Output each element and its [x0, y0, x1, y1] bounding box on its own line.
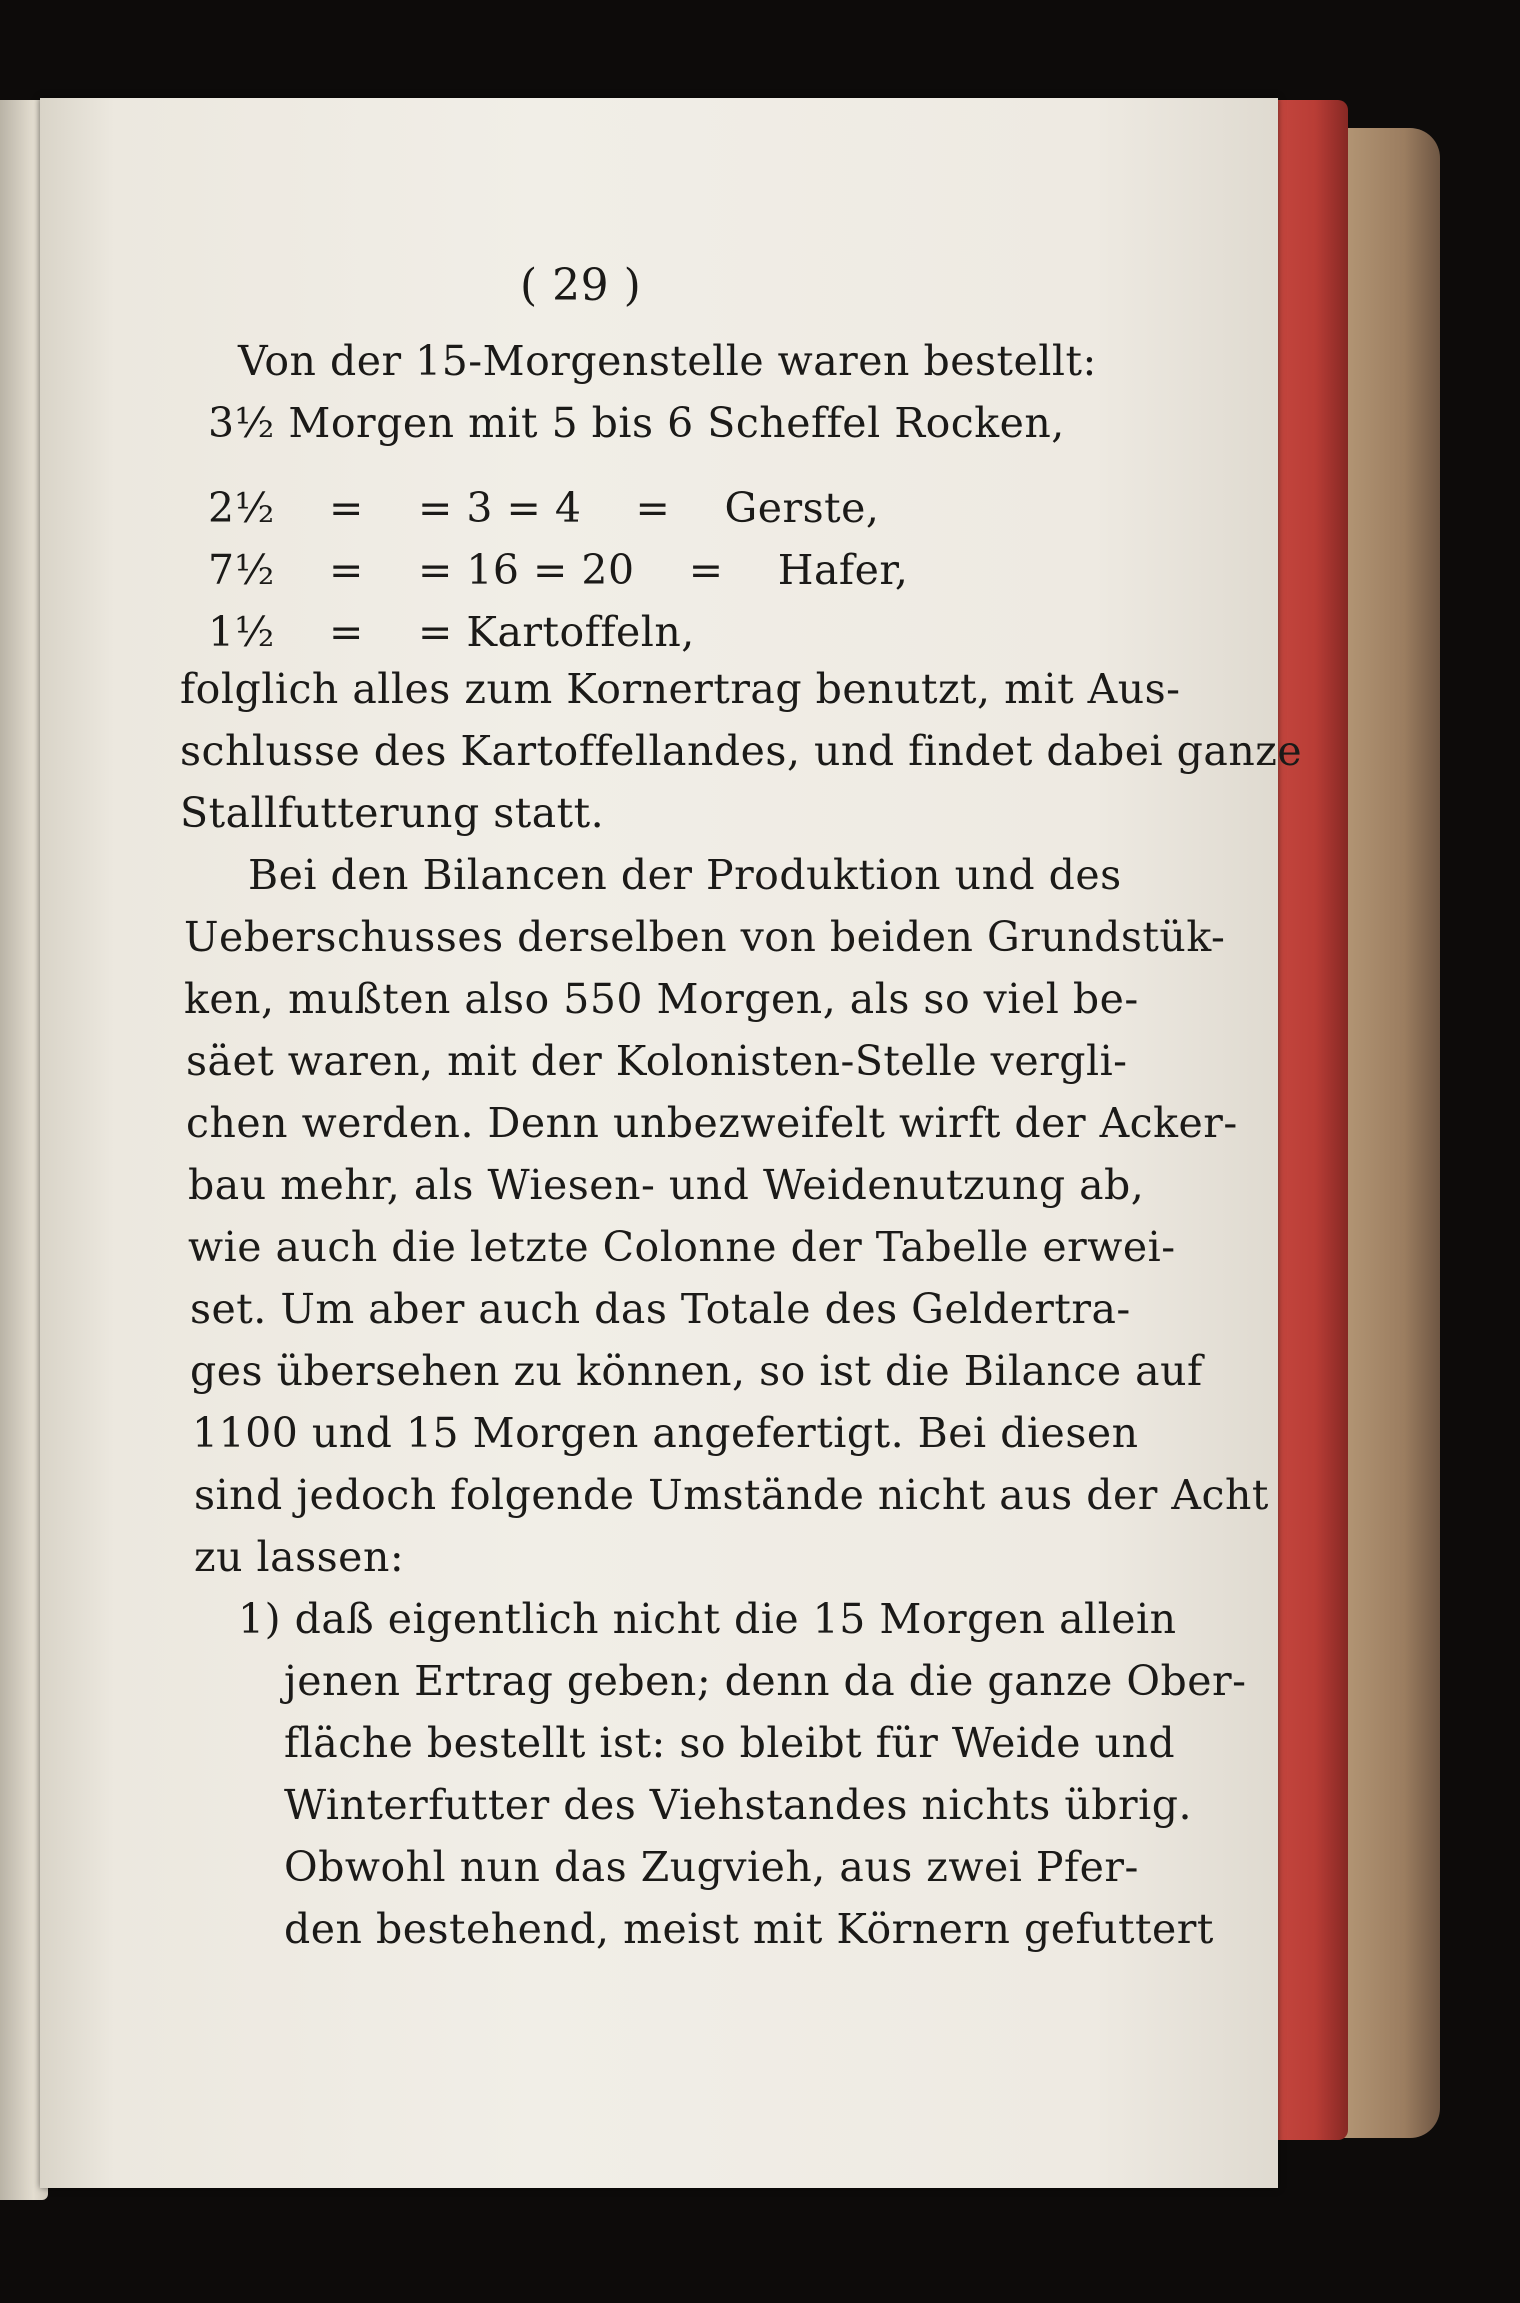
text-line: den bestehend, meist mit Körnern gefuttert — [284, 1905, 1214, 1953]
text-line: ges übersehen zu können, so ist die Bilance auf — [190, 1347, 1203, 1395]
text-line: jenen Ertrag geben; denn da die ganze Ober- — [284, 1657, 1247, 1705]
text-line: säet waren, mit der Kolonisten-Stelle vergli- — [186, 1037, 1128, 1085]
text-line: 7½ = = 16 = 20 = Hafer, — [208, 546, 909, 594]
text-line: folglich alles zum Kornertrag benutzt, mit Aus- — [180, 665, 1181, 713]
page-number: ( 29 ) — [520, 260, 642, 311]
text-line: fläche bestellt ist: so bleibt für Weide und — [284, 1719, 1176, 1767]
text-line: schlusse des Kartoffellandes, und findet dabei ganze — [180, 727, 1303, 775]
text-line: wie auch die letzte Colonne der Tabelle erwei- — [188, 1223, 1176, 1271]
text-line: Bei den Bilancen der Produktion und des — [248, 851, 1122, 899]
text-line: 1) daß eigentlich nicht die 15 Morgen allein — [238, 1595, 1177, 1643]
text-line: Winterfutter des Viehstandes nichts übrig. — [284, 1781, 1192, 1829]
text-line: zu lassen: — [194, 1533, 405, 1581]
text-line: 2½ = = 3 = 4 = Gerste, — [208, 484, 880, 532]
text-line: chen werden. Denn unbezweifelt wirft der Acker- — [186, 1099, 1238, 1147]
text-line: sind jedoch folgende Umstände nicht aus der Acht — [194, 1471, 1269, 1519]
text-line: Obwohl nun das Zugvieh, aus zwei Pfer- — [284, 1843, 1139, 1891]
text-line: Ueberschusses derselben von beiden Grundstük- — [184, 913, 1226, 961]
text-line: Stallfutterung statt. — [180, 789, 605, 837]
text-line: set. Um aber auch das Totale des Geldertra- — [190, 1285, 1131, 1333]
text-line: Von der 15-Morgenstelle waren bestellt: — [238, 337, 1097, 385]
text-line: 1100 und 15 Morgen angefertigt. Bei diesen — [192, 1409, 1139, 1457]
text-line: 3½ Morgen mit 5 bis 6 Scheffel Rocken, — [208, 399, 1065, 447]
text-line: 1½ = = Kartoffeln, — [208, 608, 695, 656]
text-line: bau mehr, als Wiesen- und Weidenutzung ab, — [188, 1161, 1145, 1209]
text-line: ken, mußten also 550 Morgen, als so viel be- — [184, 975, 1139, 1023]
